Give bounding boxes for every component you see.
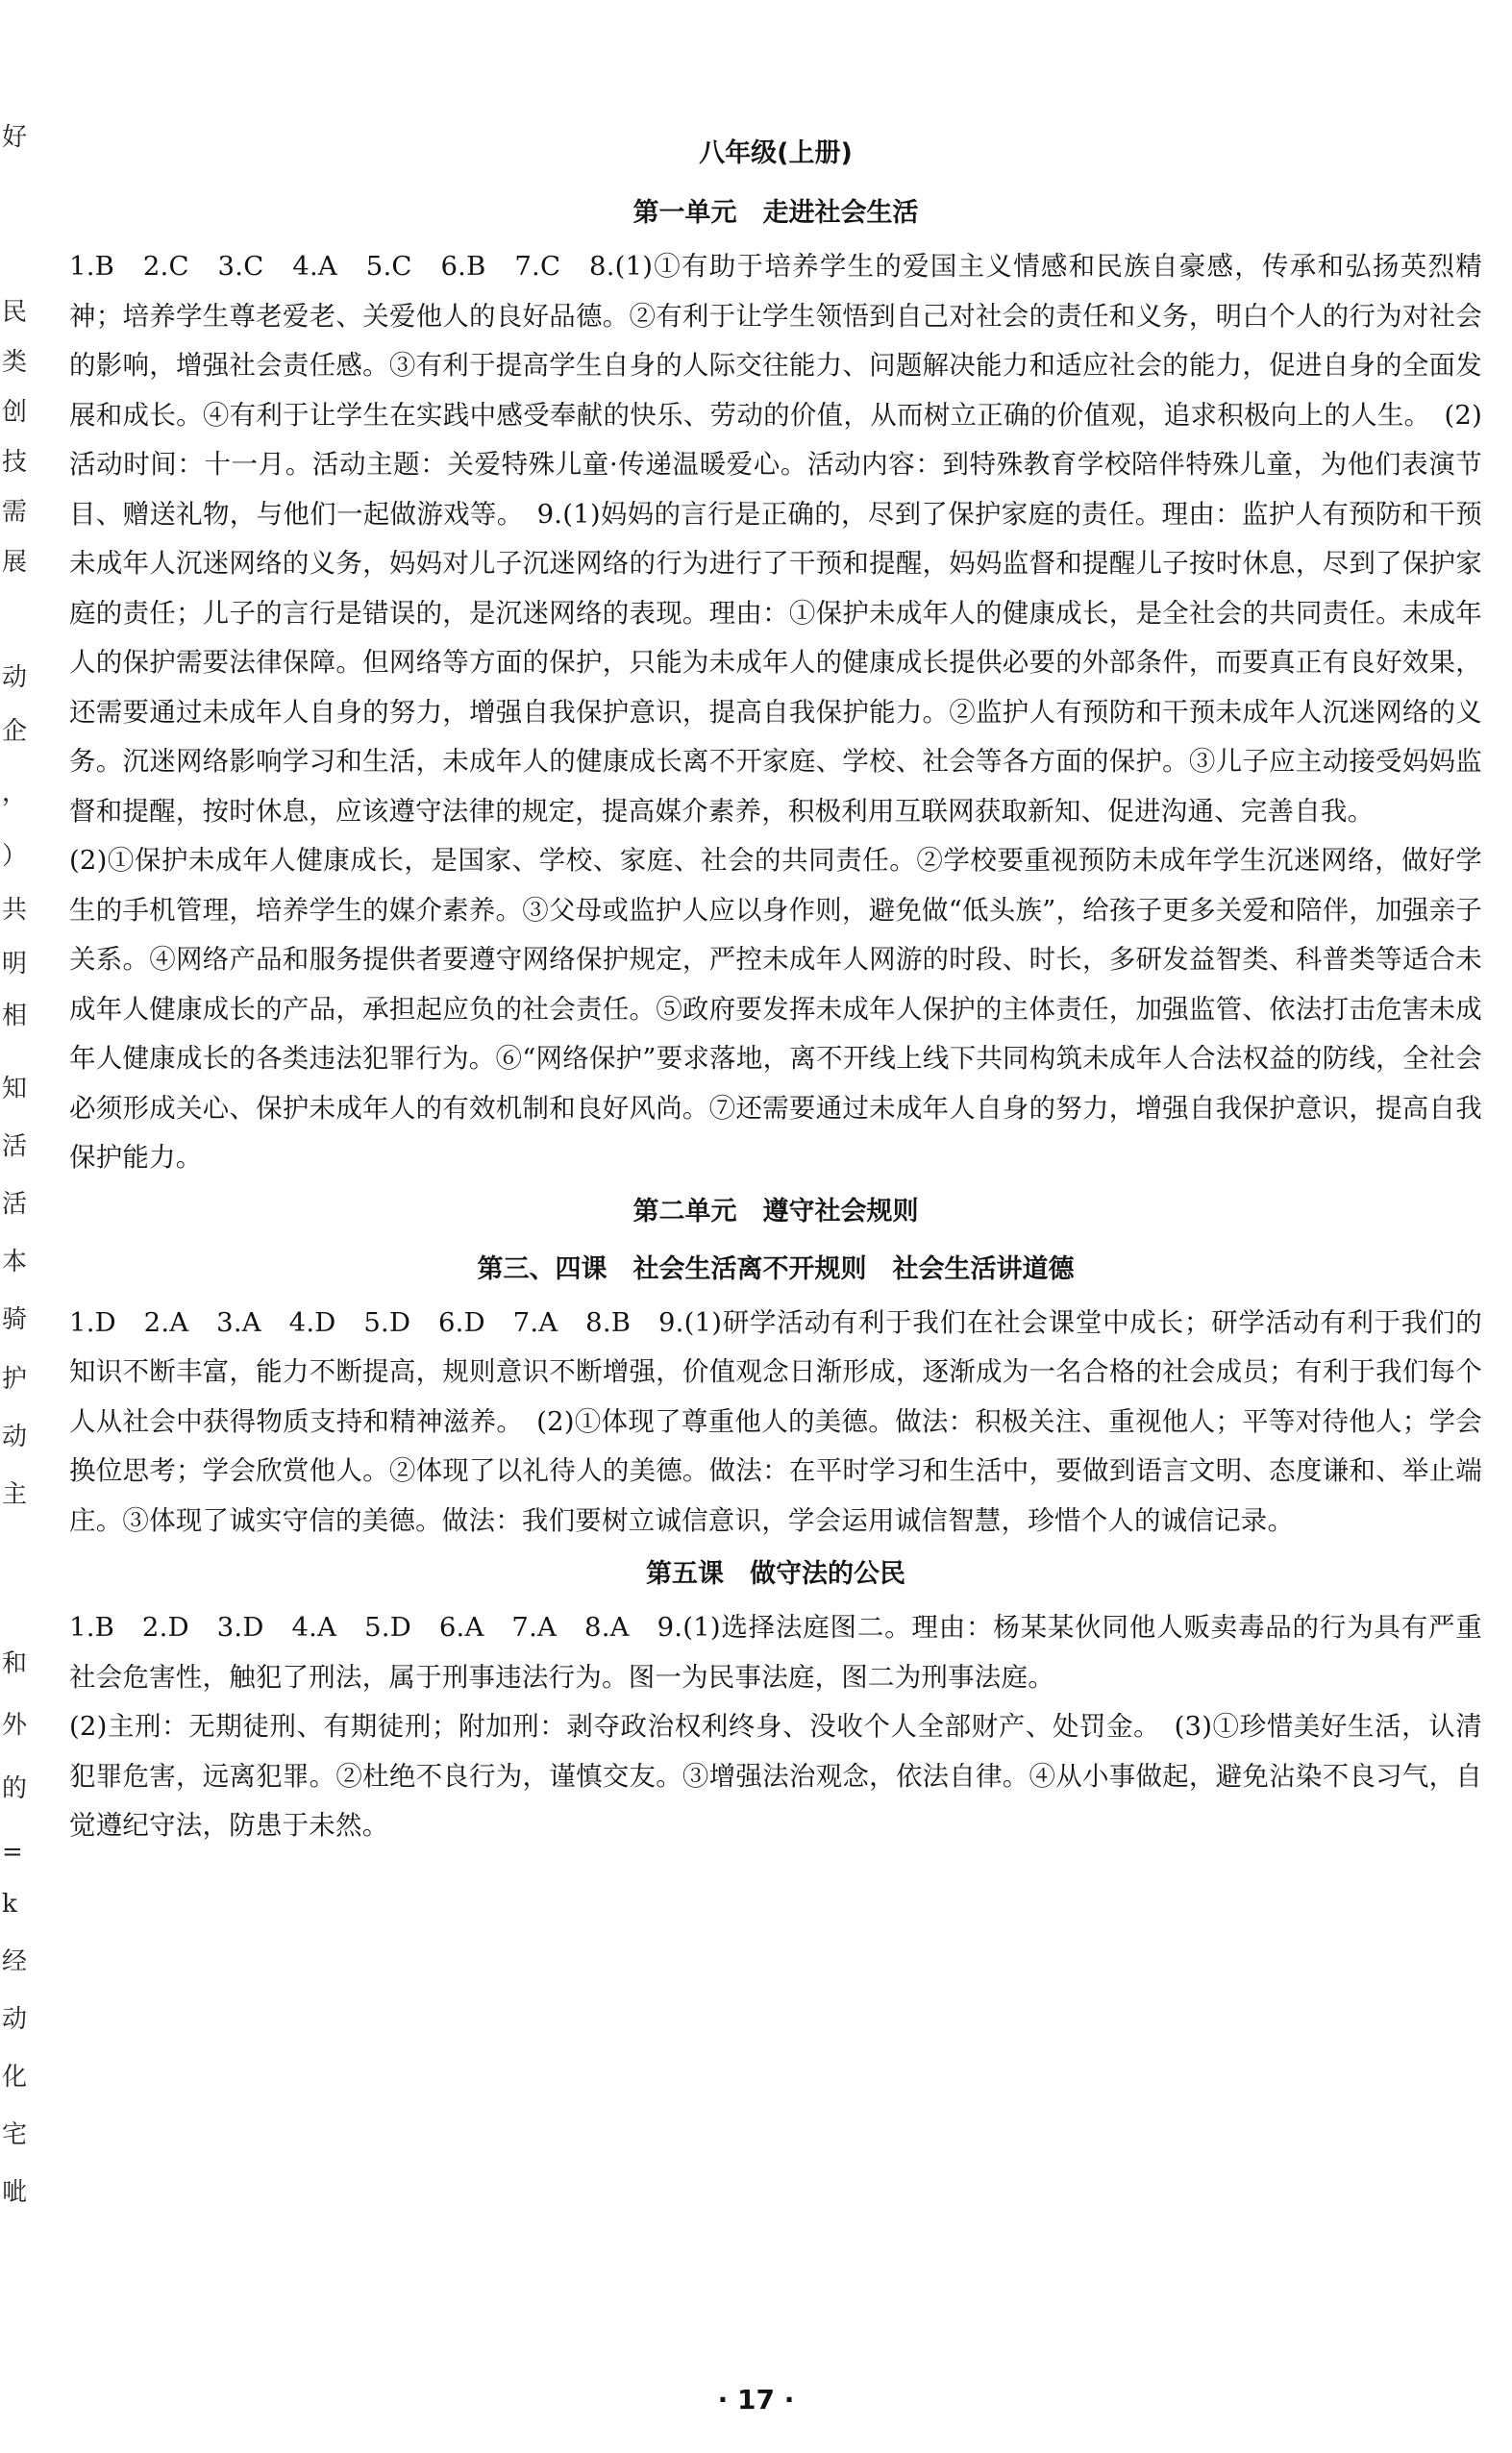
margin-char: 类 bbox=[2, 348, 28, 377]
margin-char: 动 bbox=[2, 2005, 28, 2034]
margin-char: 和 bbox=[2, 1649, 28, 1678]
answer-key-content bbox=[69, 123, 1482, 1851]
lesson5-title: 第五课 做守法的公民 bbox=[646, 1559, 905, 1589]
lesson34-answers: 1.D 2.A 3.A 4.D 5.D 6.D 7.A 8.B 9.(1)研学活动有利于我们在社会课堂中成长；研学活动有利于我们的知识不断丰富，能力不断提高，规则意识不断增强，价值观念日渐形成，逐渐成为一名合格的社会成员；有利于我们每个人从社会中获得物质支持和精神滋养。 (2)①体现了尊重他人的美德。做法：积极关注、重视他人；平等对待他人；学会换位思考；学会欣赏他人。②体现了以礼待人的美德。做法：在平时学习和生活中，要做到语言文明、态度谦和、举止端庄。③体现了诚实守信的美德。做法：我们要树立诚信意识，学会运用诚信智慧，珍惜个人的诚信记录。 bbox=[69, 1306, 1482, 1536]
unit1-answers-part2: (2)①保护未成年人健康成长，是国家、学校、家庭、社会的共同责任。②学校要重视预防未成年学生沉迷网络，做好学生的手机管理，培养学生的媒介素养。③父母或监护人应以身作则，避免做“低头族”，给孩子更多关爱和陪伴，加强亲子关系。④网络产品和服务提供者要遵守网络保护规定，严控未成年人网游的时段、时长，多研发益智类、科普类等适合未成年人健康成长的产品，承担起应负的社会责任。⑤政府要发挥未成年人保护的主体责任，加强监管、依法打击危害未成年人健康成长的各类违法犯罪行为。⑥“网络保护”要求落地，离不开线上线下共同构筑未成年人合法权益的防线，全社会必须形成关心、保护未成年人的有效机制和良好风尚。⑦还需要通过未成年人自身的努力，增强自我保护意识，提高自我保护能力。 bbox=[69, 845, 1482, 1173]
margin-char: 的 bbox=[2, 1774, 28, 1803]
margin-char: 护 bbox=[2, 1365, 28, 1394]
margin-char: 技 bbox=[2, 448, 28, 477]
margin-char: = bbox=[2, 1838, 23, 1867]
margin-char: 呲 bbox=[2, 2178, 28, 2207]
margin-char: 需 bbox=[2, 498, 28, 527]
margin-char: 动 bbox=[2, 1423, 28, 1451]
margin-char: 活 bbox=[2, 1190, 28, 1219]
margin-char: ， bbox=[2, 779, 28, 807]
left-margin-bleed bbox=[0, 0, 38, 2453]
margin-char: k bbox=[2, 1890, 17, 1919]
margin-char: 骑 bbox=[2, 1305, 28, 1334]
margin-char: 化 bbox=[2, 2063, 28, 2092]
margin-char: ） bbox=[2, 842, 28, 871]
margin-char: 民 bbox=[2, 298, 28, 327]
unit1-answers: 1.B 2.C 3.C 4.A 5.C 6.B 7.C 8.(1)①有助于培养学生的爱国主义情感和民族自豪感，传承和弘扬英烈精神；培养学生尊老爱老、关爱他人的良好品德。②有利于让学生领悟到自己对社会的责任和义务，明白个人的行为对社会的影响，增强社会责任感。③有利于提高学生自身的人际交往能力、问题解决能力和适应社会的能力，促进自身的全面发展和成长。④有利于让学生在实践中感受奉献的快乐、劳动的价值，从而树立正确的价值观，追求积极向上的人生。 (2)活动时间：十一月。活动主题：关爱特殊儿童·传递温暖爱心。活动内容：到特殊教育学校陪伴特殊儿童，为他们表演节目、赠送礼物，与他们一起做游戏等。 9.(1)妈妈的言行是正确的，尽到了保护家庭的责任。理由：监护人有预防和干预未成年人沉迷网络的义务，妈妈对儿子沉迷网络的行为进行了干预和提醒，妈妈监督和提醒儿子按时休息，尽到了保护家庭的责任；儿子的言行是错误的，是沉迷网络的表现。理由：①保护未成年人的健康成长，是全社会的共同责任。未成年人的保护需要法律保障。但网络等方面的保护，只能为未成年人的健康成长提供必要的外部条件，而要真正有良好效果，还需要通过未成年人自身的努力，增强自我保护意识，提高自我保护能力。②监护人有预防和干预未成年人沉迷网络的义务。沉迷网络影响学习和生活，未成年人的健康成长离不开家庭、学校、社会等各方面的保护。③儿子应主动接受妈妈监督和提醒，按时休息，应该遵守法律的规定，提高媒介素养，积极利用互联网获取新知、促进沟通、完善自我。 bbox=[69, 251, 1482, 827]
margin-char: 明 bbox=[2, 950, 28, 979]
page-number: · 17 · bbox=[717, 2384, 795, 2416]
margin-char: 共 bbox=[2, 896, 28, 925]
unit2-title: 第二单元 遵守社会规则 bbox=[632, 1196, 919, 1226]
margin-char: 经 bbox=[2, 1947, 28, 1976]
margin-char: 主 bbox=[2, 1480, 28, 1509]
margin-char: 宅 bbox=[2, 2120, 28, 2149]
margin-char: 相 bbox=[2, 1002, 28, 1030]
lesson5-answers-part2: (2)主刑：无期徒刑、有期徒刑；附加刑：剥夺政治权利终身、没收个人全部财产、处罚金。 (3)①珍惜美好生活，认清犯罪危害，远离犯罪。②杜绝不良行为，谨慎交友。③增强法治观念，依法自律。④从小事做起，避免沾染不良习气，自觉遵纪守法，防患于未然。 bbox=[69, 1711, 1482, 1841]
margin-char: 企 bbox=[2, 717, 28, 746]
margin-char: 活 bbox=[2, 1132, 28, 1161]
margin-char: 好 bbox=[2, 123, 28, 152]
lesson5-answers: 1.B 2.D 3.D 4.A 5.D 6.A 7.A 8.A 9.(1)选择法庭图二。理由：杨某某伙同他人贩卖毒品的行为具有严重社会危害性，触犯了刑法，属于刑事违法行为。图一为民事法庭，图二为刑事法庭。 bbox=[69, 1612, 1482, 1693]
margin-char: 外 bbox=[2, 1711, 28, 1740]
margin-char: 动 bbox=[2, 663, 28, 692]
lesson34-title: 第三、四课 社会生活离不开规则 社会生活讲道德 bbox=[477, 1253, 1075, 1284]
margin-char: 创 bbox=[2, 398, 28, 427]
grade-title: 八年级(上册) bbox=[699, 138, 853, 168]
margin-char: 本 bbox=[2, 1248, 28, 1276]
margin-char: 展 bbox=[2, 548, 28, 577]
unit1-title: 第一单元 走进社会生活 bbox=[632, 198, 919, 228]
margin-char: 知 bbox=[2, 1075, 28, 1103]
